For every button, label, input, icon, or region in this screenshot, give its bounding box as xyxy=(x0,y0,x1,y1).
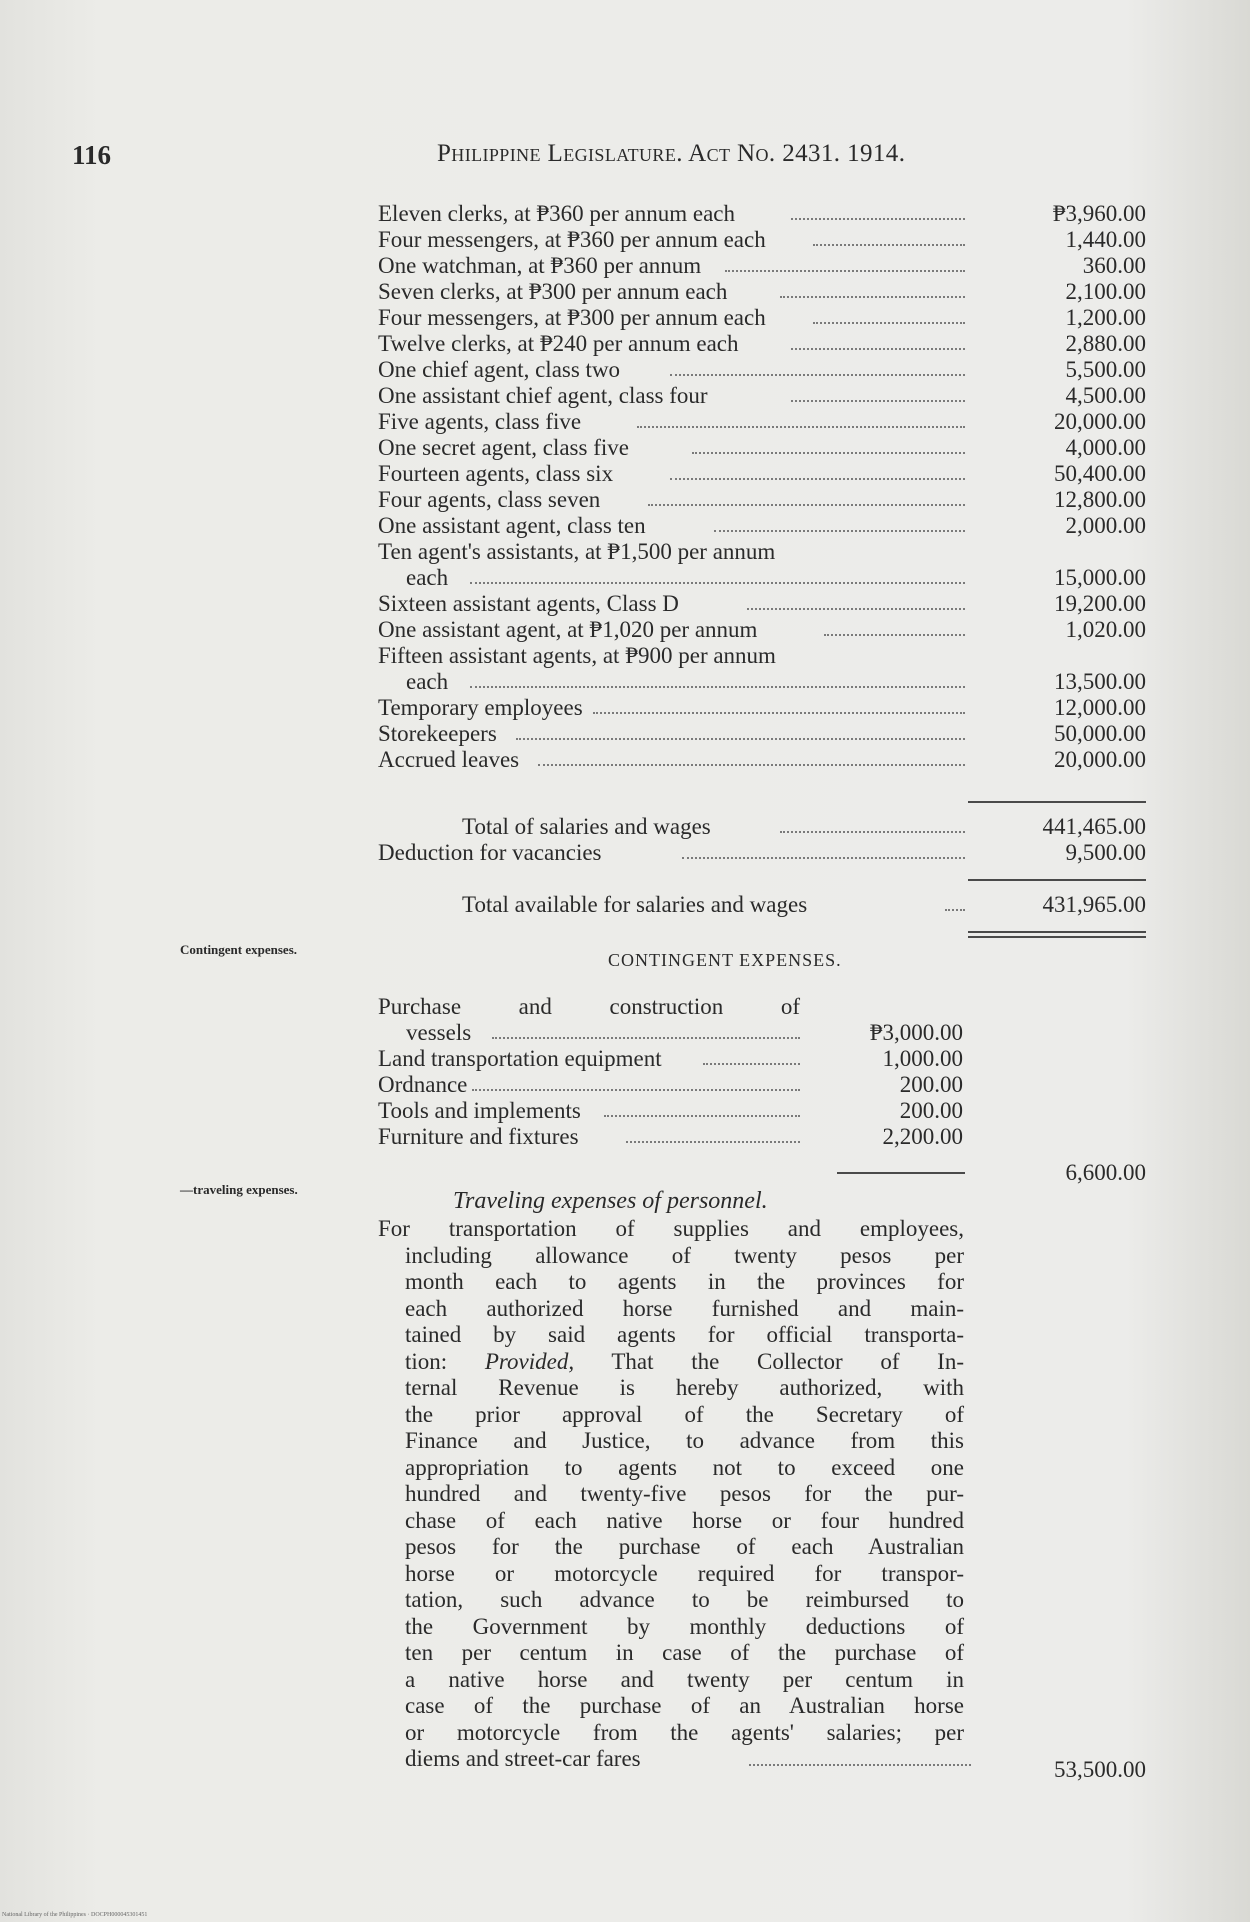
contingent-label: Furniture and fixtures xyxy=(378,1124,579,1149)
contingent-label-continuation: vessels xyxy=(406,1020,472,1045)
paragraph-line: the prior approval of the Secretary of xyxy=(405,1401,964,1427)
salary-row-continuation xyxy=(0,669,1250,695)
salary-amount: 50,400.00 xyxy=(1054,461,1146,486)
contingent-row-continuation xyxy=(0,1020,1250,1046)
paragraph-line: diems and street-car fares xyxy=(378,1746,964,1773)
leader-dots xyxy=(472,1089,800,1091)
paragraph-line: or motorcycle from the agents' salaries; per xyxy=(405,1719,964,1745)
salary-label: Accrued leaves xyxy=(378,747,520,772)
leader-dots xyxy=(703,1063,800,1065)
available-label: Total available for salaries and wages xyxy=(462,892,808,917)
salary-amount: 20,000.00 xyxy=(1054,747,1146,772)
salary-row xyxy=(0,435,1250,461)
salary-row xyxy=(0,201,1250,227)
contingent-label: Ordnance xyxy=(378,1072,468,1097)
paragraph-line: tained by said agents for official transporta- xyxy=(405,1322,964,1347)
salary-amount: ₱3,960.00 xyxy=(1052,201,1146,226)
salary-row xyxy=(0,383,1250,409)
salary-amount: 12,000.00 xyxy=(1054,695,1146,720)
salary-label: One assistant agent, class ten xyxy=(378,513,646,538)
leader-dots xyxy=(824,634,965,636)
leader-dots xyxy=(791,218,965,220)
page-number: 116 xyxy=(72,140,112,170)
margin-note-contingent: Contingent expenses. xyxy=(180,942,298,957)
salary-amount: 5,500.00 xyxy=(1065,357,1146,382)
leader-dots xyxy=(470,686,965,688)
salary-amount: 15,000.00 xyxy=(1054,565,1146,590)
paragraph-line: month each to agents in the provinces for xyxy=(405,1269,964,1294)
salary-row xyxy=(0,305,1250,331)
leader-dots xyxy=(626,1141,800,1143)
leader-dots xyxy=(648,504,965,506)
contingent-row xyxy=(0,1098,1250,1124)
salary-row xyxy=(0,253,1250,279)
leader-dots xyxy=(813,244,965,246)
margin-note-traveling: —traveling expenses. xyxy=(180,1182,298,1197)
leader-dots xyxy=(692,452,965,454)
leader-dots xyxy=(637,426,965,428)
subtotal-rule xyxy=(968,879,1146,881)
double-rule-top xyxy=(968,931,1146,933)
paragraph-line: chase of each native horse or four hundred xyxy=(405,1507,964,1533)
salary-row-continuation xyxy=(0,565,1250,591)
salary-amount: 2,100.00 xyxy=(1065,279,1146,304)
salary-row xyxy=(0,461,1250,487)
salary-label: Storekeepers xyxy=(378,721,497,746)
leader-dots xyxy=(682,857,965,859)
salary-label: Four messengers, at ₱300 per annum each xyxy=(378,305,766,330)
paragraph-line: a native horse and twenty per centum in xyxy=(405,1666,964,1692)
leader-dots xyxy=(791,348,965,350)
salary-label: One watchman, at ₱360 per annum xyxy=(378,253,702,278)
contingent-heading: CONTINGENT EXPENSES. xyxy=(608,950,842,970)
salary-amount: 50,000.00 xyxy=(1054,721,1146,746)
available-row xyxy=(0,892,1250,918)
salary-label: Four messengers, at ₱360 per annum each xyxy=(378,227,766,252)
salary-row xyxy=(0,721,1250,747)
salary-row xyxy=(0,227,1250,253)
leader-dots xyxy=(670,478,965,480)
deduction-label: Deduction for vacancies xyxy=(378,840,602,865)
salary-label-continuation: each xyxy=(406,669,449,694)
salary-row xyxy=(0,357,1250,383)
contingent-label: Tools and implements xyxy=(378,1098,581,1123)
leader-dots xyxy=(516,738,965,740)
salary-amount: 4,500.00 xyxy=(1065,383,1146,408)
salary-amount: 4,000.00 xyxy=(1065,435,1146,460)
total-salaries-amount: 441,465.00 xyxy=(1042,814,1146,839)
paragraph-line: hundred and twenty-five pesos for the pur- xyxy=(405,1481,964,1506)
salary-label: One assistant chief agent, class four xyxy=(378,383,708,408)
salary-label: Five agents, class five xyxy=(378,409,582,434)
leader-dots xyxy=(593,712,965,714)
contingent-amount: 200.00 xyxy=(899,1072,963,1097)
salary-amount: 19,200.00 xyxy=(1054,591,1146,616)
leader-dots xyxy=(945,909,965,911)
footer-credit: National Library of the Philippines · DOCPH000045301451 xyxy=(2,1912,148,1918)
salary-amount: 1,440.00 xyxy=(1065,227,1146,252)
salary-row xyxy=(0,617,1250,643)
contingent-row xyxy=(0,1046,1250,1072)
available-amount: 431,965.00 xyxy=(1042,892,1146,917)
salary-label: Fifteen assistant agents, at ₱900 per annum xyxy=(378,643,776,668)
salary-label: One secret agent, class five xyxy=(378,435,629,460)
paragraph-line: pesos for the purchase of each Australian xyxy=(405,1534,964,1559)
salary-row xyxy=(0,279,1250,305)
salary-amount: 20,000.00 xyxy=(1054,409,1146,434)
salary-row xyxy=(0,747,1250,773)
deduction-row xyxy=(0,840,1250,866)
total-salaries-label: Total of salaries and wages xyxy=(462,814,711,839)
salary-row xyxy=(0,591,1250,617)
salary-row xyxy=(0,487,1250,513)
leader-dots xyxy=(725,270,965,272)
leader-dots xyxy=(470,582,965,584)
contingent-amount: 200.00 xyxy=(899,1098,963,1123)
paragraph-line: each authorized horse furnished and main- xyxy=(405,1295,964,1321)
paragraph-line: including allowance of twenty pesos per xyxy=(405,1242,964,1268)
provided-emphasis: Provided, xyxy=(484,1348,575,1374)
contingent-row xyxy=(0,1072,1250,1098)
salary-row xyxy=(0,409,1250,435)
paragraph-line: Finance and Justice, to advance from this xyxy=(405,1428,964,1453)
leader-dots xyxy=(813,322,965,324)
paragraph-line: the Government by monthly deductions of xyxy=(405,1613,964,1639)
salary-label-continuation: each xyxy=(406,565,449,590)
leader-dots xyxy=(780,296,965,298)
leader-dots xyxy=(791,400,965,402)
contingent-row xyxy=(0,1124,1250,1150)
salary-row xyxy=(0,513,1250,539)
deduction-amount: 9,500.00 xyxy=(1065,840,1146,865)
leader-dots xyxy=(747,608,965,610)
salary-label: Fourteen agents, class six xyxy=(378,461,614,486)
salary-row xyxy=(0,539,1250,565)
salary-row xyxy=(0,643,1250,669)
contingent-rule xyxy=(837,1172,965,1174)
paragraph-line: horse or motorcycle required for transpor- xyxy=(405,1560,964,1586)
salary-row xyxy=(0,695,1250,721)
traveling-paragraph xyxy=(378,1216,964,1773)
salary-amount: 13,500.00 xyxy=(1054,669,1146,694)
subtotal-rule xyxy=(968,801,1146,803)
leader-dots xyxy=(714,530,965,532)
leader-dots xyxy=(604,1115,800,1117)
leader-dots xyxy=(492,1037,800,1039)
leader-dots xyxy=(670,374,965,376)
contingent-label: Purchase and construction of xyxy=(378,994,800,1019)
contingent-amount: 2,200.00 xyxy=(882,1124,963,1149)
salary-label: Four agents, class seven xyxy=(378,487,601,512)
salary-label: One assistant agent, at ₱1,020 per annum xyxy=(378,617,758,642)
salary-amount: 1,020.00 xyxy=(1065,617,1146,642)
traveling-amount: 53,500.00 xyxy=(1054,1757,1146,1782)
salary-label: Ten agent's assistants, at ₱1,500 per annum xyxy=(378,539,776,564)
leader-dots xyxy=(538,764,965,766)
salary-row xyxy=(0,331,1250,357)
salary-label: Seven clerks, at ₱300 per annum each xyxy=(378,279,728,304)
salary-label: Twelve clerks, at ₱240 per annum each xyxy=(378,331,739,356)
paragraph-line: ten per centum in case of the purchase of xyxy=(405,1640,964,1665)
contingent-total: 6,600.00 xyxy=(1065,1160,1146,1185)
contingent-row xyxy=(0,994,1250,1020)
paragraph-line: For transportation of supplies and employees, xyxy=(378,1216,964,1241)
paragraph-line: case of the purchase of an Australian horse xyxy=(405,1693,964,1718)
salary-amount: 1,200.00 xyxy=(1065,305,1146,330)
salary-amount: 2,880.00 xyxy=(1065,331,1146,356)
salary-label: Eleven clerks, at ₱360 per annum each xyxy=(378,201,736,226)
total-salaries-row xyxy=(0,814,1250,840)
paragraph-line: tion: Provided, That the Collector of In- xyxy=(405,1348,964,1374)
traveling-heading: Traveling expenses of personnel. xyxy=(453,1188,768,1214)
double-rule-bottom xyxy=(968,936,1146,938)
contingent-amount: 1,000.00 xyxy=(882,1046,963,1071)
paragraph-line: tation, such advance to be reimbursed to xyxy=(405,1587,964,1612)
salary-label: Sixteen assistant agents, Class D xyxy=(378,591,679,616)
salary-label: Temporary employees xyxy=(378,695,583,720)
contingent-label: Land transportation equipment xyxy=(378,1046,662,1071)
salary-amount: 2,000.00 xyxy=(1065,513,1146,538)
salary-amount: 360.00 xyxy=(1082,253,1146,278)
paragraph-line: ternal Revenue is hereby authorized, with xyxy=(405,1375,964,1400)
paragraph-line: appropriation to agents not to exceed one xyxy=(405,1454,964,1480)
leader-dots xyxy=(749,1764,971,1766)
contingent-amount: ₱3,000.00 xyxy=(869,1020,963,1045)
salary-amount: 12,800.00 xyxy=(1054,487,1146,512)
salary-label: One chief agent, class two xyxy=(378,357,621,382)
leader-dots xyxy=(780,831,965,833)
running-head: Philippine Legislature. Act No. 2431. 1914. xyxy=(437,140,906,167)
